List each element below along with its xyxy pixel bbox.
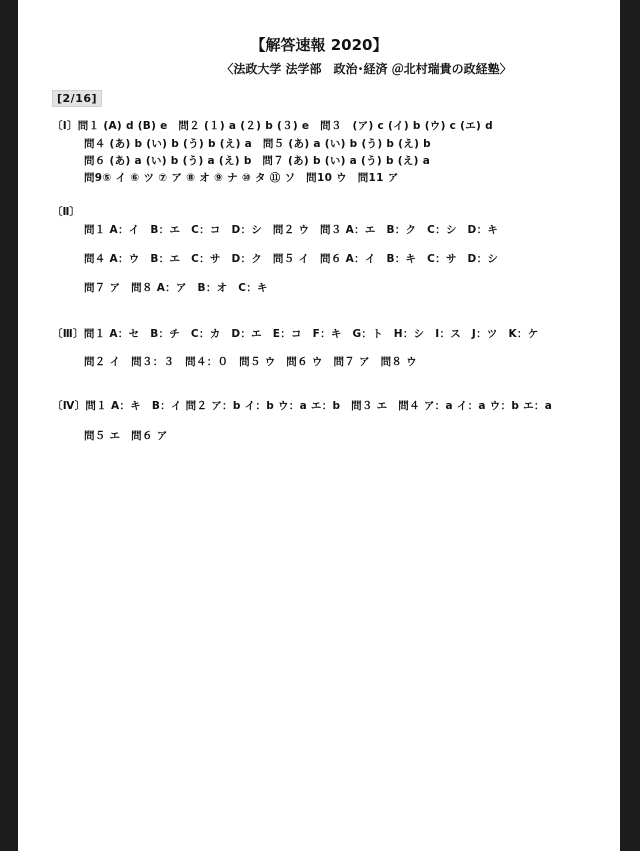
answer-line: 問２ イ 問３：３ 問４：０ 問５ ウ 問６ ウ 問７ ア 問８ ウ (84, 356, 417, 368)
document-page (18, 0, 620, 851)
answer-line: 〔Ⅰ〕問１ (A) d (B) e 問２ (１) a (２) b (３) e 問３ (ア) c (イ) b (ウ) c (エ) d (52, 120, 493, 132)
answer-line: 問４ (あ) b (い) b (う) b (え) a 問５ (あ) a (い) b (う) b (え) b (84, 138, 431, 150)
answer-line: 問４ A：ウ B：エ C：サ D：ク 問５ イ 問６ A：イ B：キ C：サ D：シ (84, 253, 499, 265)
answer-line: 〔Ⅳ〕問１ A：キ B：イ 問２ ア：b イ：b ウ：a エ：b 問３ エ 問４ ア：a イ：a ウ：b エ：a (52, 400, 553, 412)
answer-line: 問9⑤ イ ⑥ ツ ⑦ ア ⑧ オ ⑨ ナ ⑩ タ ⑪ ソ 問10 ウ 問11 ア (84, 172, 399, 184)
answer-line: 〔Ⅲ〕問１ A：セ B：チ C：カ D：エ E：コ F：キ G：ト H：シ I：ス J：ツ K：ケ (52, 328, 539, 340)
date-badge: [2/16] (52, 90, 102, 107)
answer-line: 問５ エ 問６ ア (84, 430, 168, 442)
page-title: 【解答速報 2020】 (250, 36, 388, 54)
answer-line: 問１ A：イ B：エ C：コ D：シ 問２ ウ 問３ A：エ B：ク C：シ D：キ (84, 224, 499, 236)
answer-line: 問６ (あ) a (い) b (う) a (え) b 問７ (あ) b (い) a (う) b (え) a (84, 155, 431, 167)
section-label: 〔Ⅱ〕 (52, 206, 80, 218)
answer-line: 問７ ア 問８ A：ア B：オ C：キ (84, 282, 268, 294)
page-subtitle: 〈法政大学 法学部 政治･経済 ＠北村瑞貴の政経塾〉 (221, 62, 512, 76)
